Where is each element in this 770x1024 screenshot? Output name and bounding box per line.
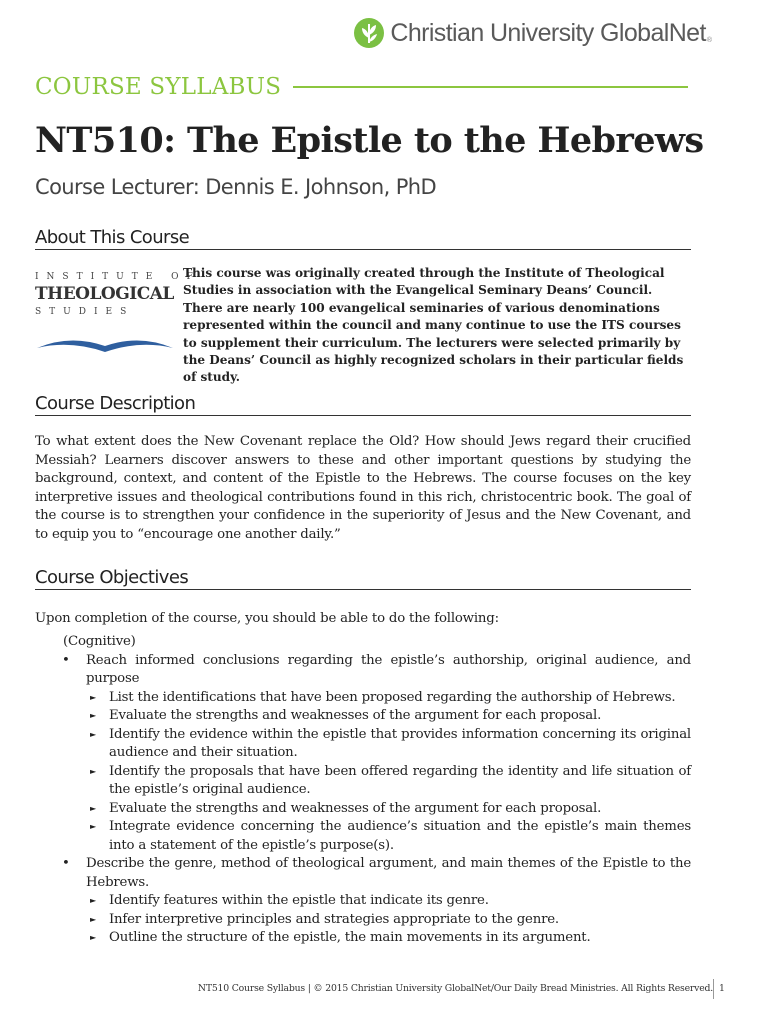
sub-objective: [86, 707, 691, 726]
brand-trademark: ®: [706, 36, 712, 44]
bullet-icon: •: [62, 856, 70, 871]
header-divider: [293, 86, 688, 88]
footer-text: NT510 Course Syllabus | © 2015 Christian University GlobalNet/Our Daily Bread Ministries. All Rights Reserved.: [197, 983, 713, 994]
sub-objective: [86, 929, 691, 948]
objectives-list: [35, 633, 691, 948]
sub-objective: [86, 689, 691, 708]
sub-objective-text: Outline the structure of the epistle, the main movements in its argument.: [109, 930, 591, 945]
sub-objective: [86, 892, 691, 911]
description-text: To what extent does the New Covenant replace the Old? How should Jews regard their crucified Messiah? Learners discover answers to these and other important questions by studying the background, context, and content of the Epistle to the Hebrews. The course focuses on the key interpretive issues and theological contributions found in this rich, christocentric book. The goal of the course is to strengthen your confidence in the superiority of Jesus and the New Covenant, and to equip you to “encourage one another daily.”: [35, 434, 691, 542]
arrow-bullet-icon: ►: [90, 711, 96, 720]
about-heading: About This Course: [35, 227, 691, 250]
arrow-bullet-icon: ►: [90, 692, 96, 702]
sub-objective-text: Integrate evidence concerning the audience’s situation and the epistle’s main themes into a statement of the epistle’s purpose(s).: [109, 819, 691, 853]
sub-objective: [86, 763, 691, 800]
course-title: NT510: The Epistle to the Hebrews: [35, 120, 704, 161]
objective-text: Describe the genre, method of theological argument, and main themes of the Epistle to the Hebrews.: [86, 856, 691, 890]
its-logo-line3: STUDIES: [35, 307, 135, 317]
arrow-bullet-icon: ►: [90, 914, 96, 924]
arrow-bullet-icon: ►: [90, 822, 96, 831]
sub-objective-text: Identify the proposals that have been offered regarding the identity and life situation of the epistle’s original audience.: [109, 763, 691, 797]
its-logo: [35, 272, 201, 356]
sub-objective-text: Evaluate the strengths and weaknesses of the argument for each proposal.: [109, 708, 602, 723]
course-lecturer: Course Lecturer: Dennis E. Johnson, PhD: [35, 175, 437, 199]
description-heading: Course Description: [35, 393, 691, 416]
its-logo-line1: INSTITUTE OF: [35, 272, 201, 282]
brand-name: Christian University GlobalNet: [390, 18, 706, 47]
objectives-category: (Cognitive): [63, 634, 136, 649]
sub-objective-text: List the identifications that have been proposed regarding the authorship of Hebrews.: [109, 689, 676, 705]
arrow-bullet-icon: ►: [90, 933, 96, 942]
arrow-bullet-icon: ►: [90, 729, 96, 739]
sub-objective: [86, 818, 691, 855]
objective-item: [35, 855, 691, 948]
objectives-intro: Upon completion of the course, you should be able to do the following:: [35, 611, 499, 626]
arrow-bullet-icon: ►: [90, 803, 96, 813]
syllabus-header: [35, 74, 688, 100]
page-number: 1: [719, 983, 725, 994]
arrow-bullet-icon: ►: [90, 766, 96, 776]
objectives-heading: Course Objectives: [35, 567, 691, 590]
leaf-icon: [354, 18, 384, 48]
sub-objective-text: Infer interpretive principles and strategies appropriate to the genre.: [109, 911, 559, 927]
about-text: This course was originally created through the Institute of Theological Studies in association with the Evangelical Seminary Deans’ Council. There are nearly 100 evangelical seminaries of various denominations represented within the council and many continue to use the ITS courses to supplement their curriculum. The lecturers were selected primarily by the Deans’ Council as highly recognized scholars in their particular fields of study.: [183, 266, 684, 385]
syllabus-label: COURSE SYLLABUS: [35, 74, 282, 100]
sub-objective: [86, 726, 691, 763]
sub-objective-text: Identify the evidence within the epistle that provides information concerning its original audience and their situation.: [109, 726, 691, 760]
footer-divider: [713, 979, 714, 999]
its-logo-line2: THEOLOGICAL: [35, 284, 174, 304]
sub-objective: [86, 800, 691, 819]
open-book-icon: [35, 330, 175, 354]
objective-item: [35, 652, 691, 856]
objective-text: Reach informed conclusions regarding the epistle’s authorship, original audience, and purpose: [86, 652, 691, 686]
bullet-icon: •: [62, 652, 70, 668]
arrow-bullet-icon: ►: [90, 896, 96, 905]
sub-objective-text: Identify features within the epistle that indicate its genre.: [109, 893, 489, 908]
sub-objective-text: Evaluate the strengths and weaknesses of the argument for each proposal.: [109, 800, 602, 816]
sub-objective: [86, 911, 691, 930]
brand-logo: [354, 18, 712, 48]
